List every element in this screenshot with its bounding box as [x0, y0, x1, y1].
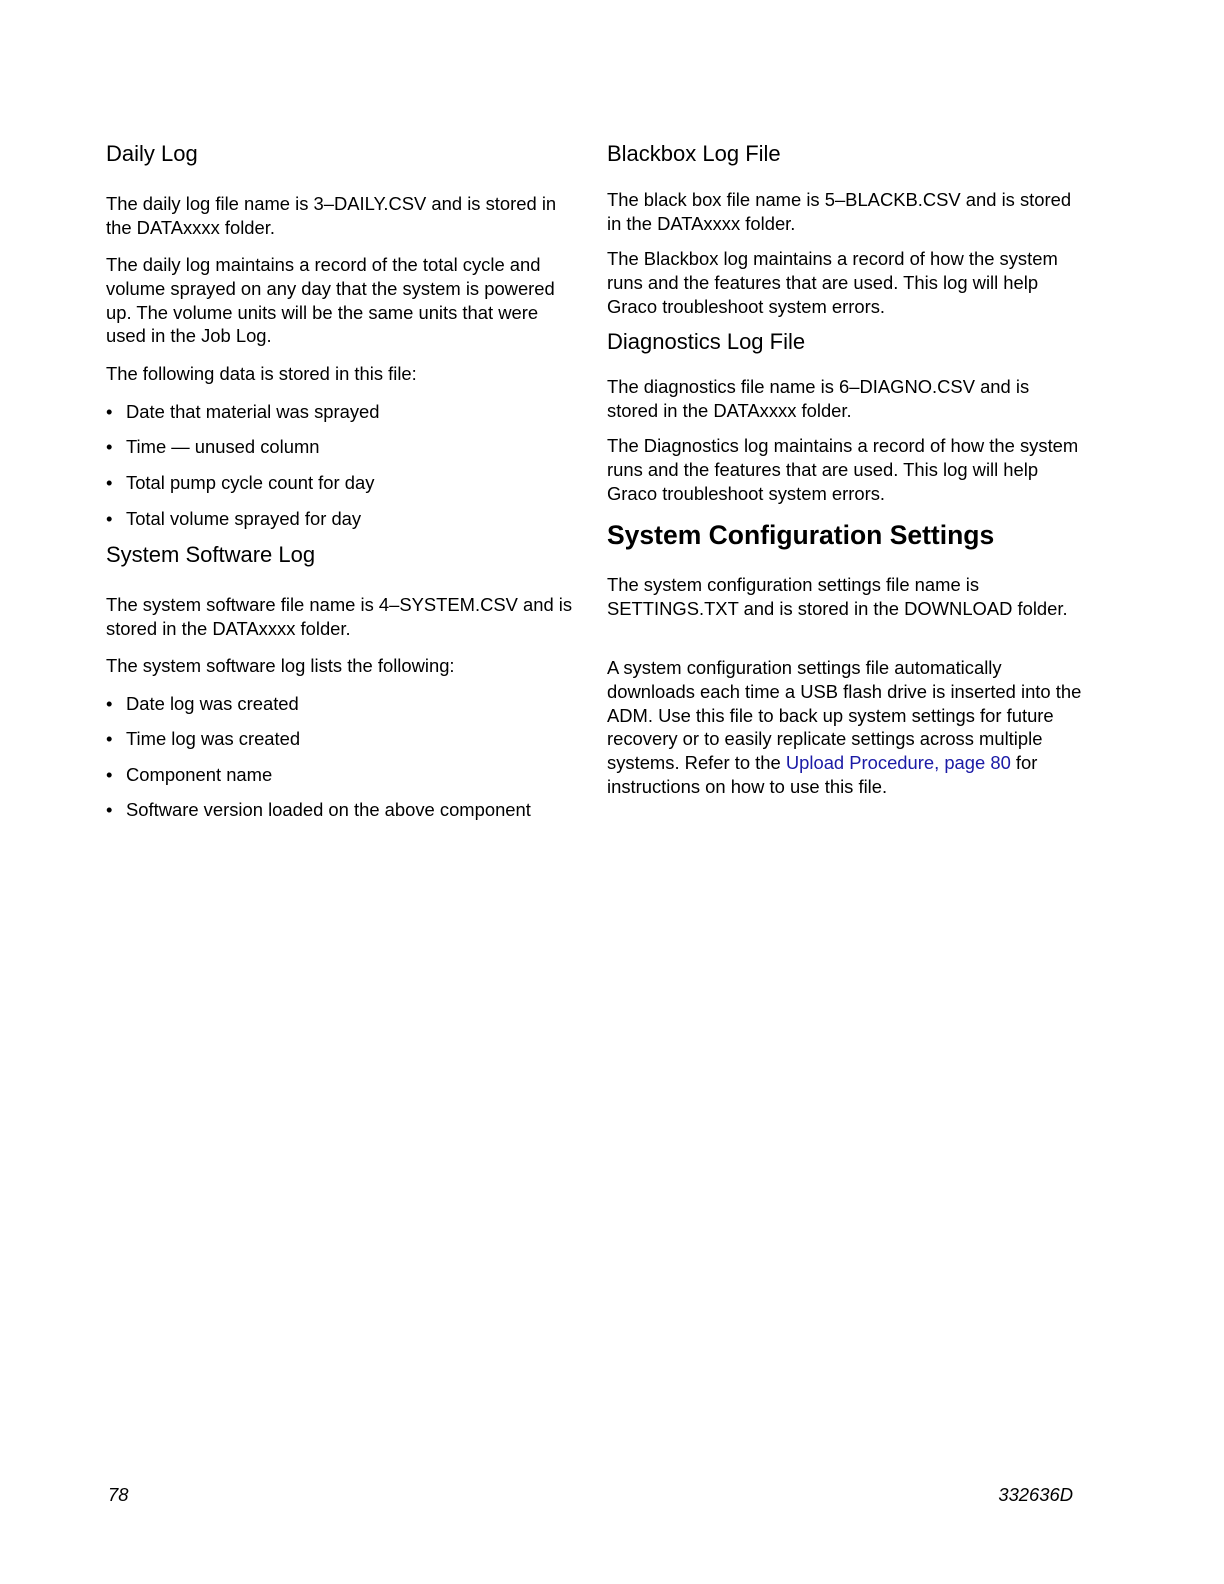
upload-procedure-link[interactable]: Upload Procedure, page 80: [785, 752, 1011, 774]
bullet-text: Date log was created: [126, 693, 299, 714]
diagnostics-description-paragraph: The Diagnostics log maintains a record of how the system runs and the features that are used. This log will help Graco troubleshoot system errors.: [607, 435, 1079, 504]
system-software-log-heading: System Software Log: [106, 542, 316, 567]
bullet-text: Time — unused column: [126, 436, 320, 457]
system-configuration-heading: System Configuration Settings: [607, 520, 995, 550]
daily-log-filename-paragraph: The daily log file name is 3–DAILY.CSV and is stored in the DATAxxxx folder.: [106, 193, 557, 238]
diagnostics-log-heading: Diagnostics Log File: [607, 329, 806, 354]
system-software-list-intro: The system software log lists the following:: [106, 655, 455, 676]
bullet-text: Total volume sprayed for day: [126, 508, 362, 529]
daily-log-bullet: • Time — unused column: [106, 436, 320, 457]
system-software-bullet: • Component name: [106, 764, 273, 785]
daily-log-bullet: • Total pump cycle count for day: [106, 472, 375, 493]
bullet-text: Time log was created: [126, 728, 301, 749]
description-text-before-link: A system configuration settings file automatically downloads each time a USB flash drive is inserted into the ADM. Use this file to back up system settings for future recovery or to easily replicate settings across multiple systems. Refer to the: [607, 657, 1082, 774]
daily-log-bullet: • Total volume sprayed for day: [106, 508, 362, 529]
system-config-filename-paragraph: The system configuration settings file name is SETTINGS.TXT and is stored in the DOWNLOAD folder.: [607, 574, 1068, 619]
system-software-filename-paragraph: The system software file name is 4–SYSTEM.CSV and is stored in the DATAxxxx folder.: [106, 594, 573, 639]
blackbox-description-paragraph: The Blackbox log maintains a record of how the system runs and the features that are used. This log will help Graco troubleshoot system errors.: [607, 248, 1058, 317]
system-software-bullet: • Date log was created: [106, 693, 299, 714]
system-software-bullet: • Time log was created: [106, 728, 301, 749]
page-number: 78: [108, 1484, 129, 1505]
document-number: 332636D: [998, 1484, 1073, 1505]
blackbox-log-heading: Blackbox Log File: [607, 141, 781, 166]
system-software-bullet: • Software version loaded on the above component: [106, 799, 531, 820]
blackbox-filename-paragraph: The black box file name is 5–BLACKB.CSV and is stored in the DATAxxxx folder.: [607, 189, 1072, 234]
daily-log-bullet: • Date that material was sprayed: [106, 401, 380, 422]
bullet-text: Software version loaded on the above component: [126, 799, 531, 820]
system-config-description-paragraph: [607, 656, 1082, 799]
diagnostics-filename-paragraph: The diagnostics file name is 6–DIAGNO.CSV and is stored in the DATAxxxx folder.: [607, 376, 1030, 421]
daily-log-data-intro: The following data is stored in this file:: [106, 363, 417, 384]
description-text-after-link: for instructions on how to use this file.: [607, 752, 1038, 797]
daily-log-heading: Daily Log: [106, 141, 198, 166]
bullet-text: Total pump cycle count for day: [126, 472, 375, 493]
daily-log-description-paragraph: The daily log maintains a record of the total cycle and volume sprayed on any day that the system is powered up. The volume units will be the same units that were used in the Job Log.: [106, 254, 555, 347]
bullet-text: Date that material was sprayed: [126, 401, 380, 422]
bullet-text: Component name: [126, 764, 273, 785]
